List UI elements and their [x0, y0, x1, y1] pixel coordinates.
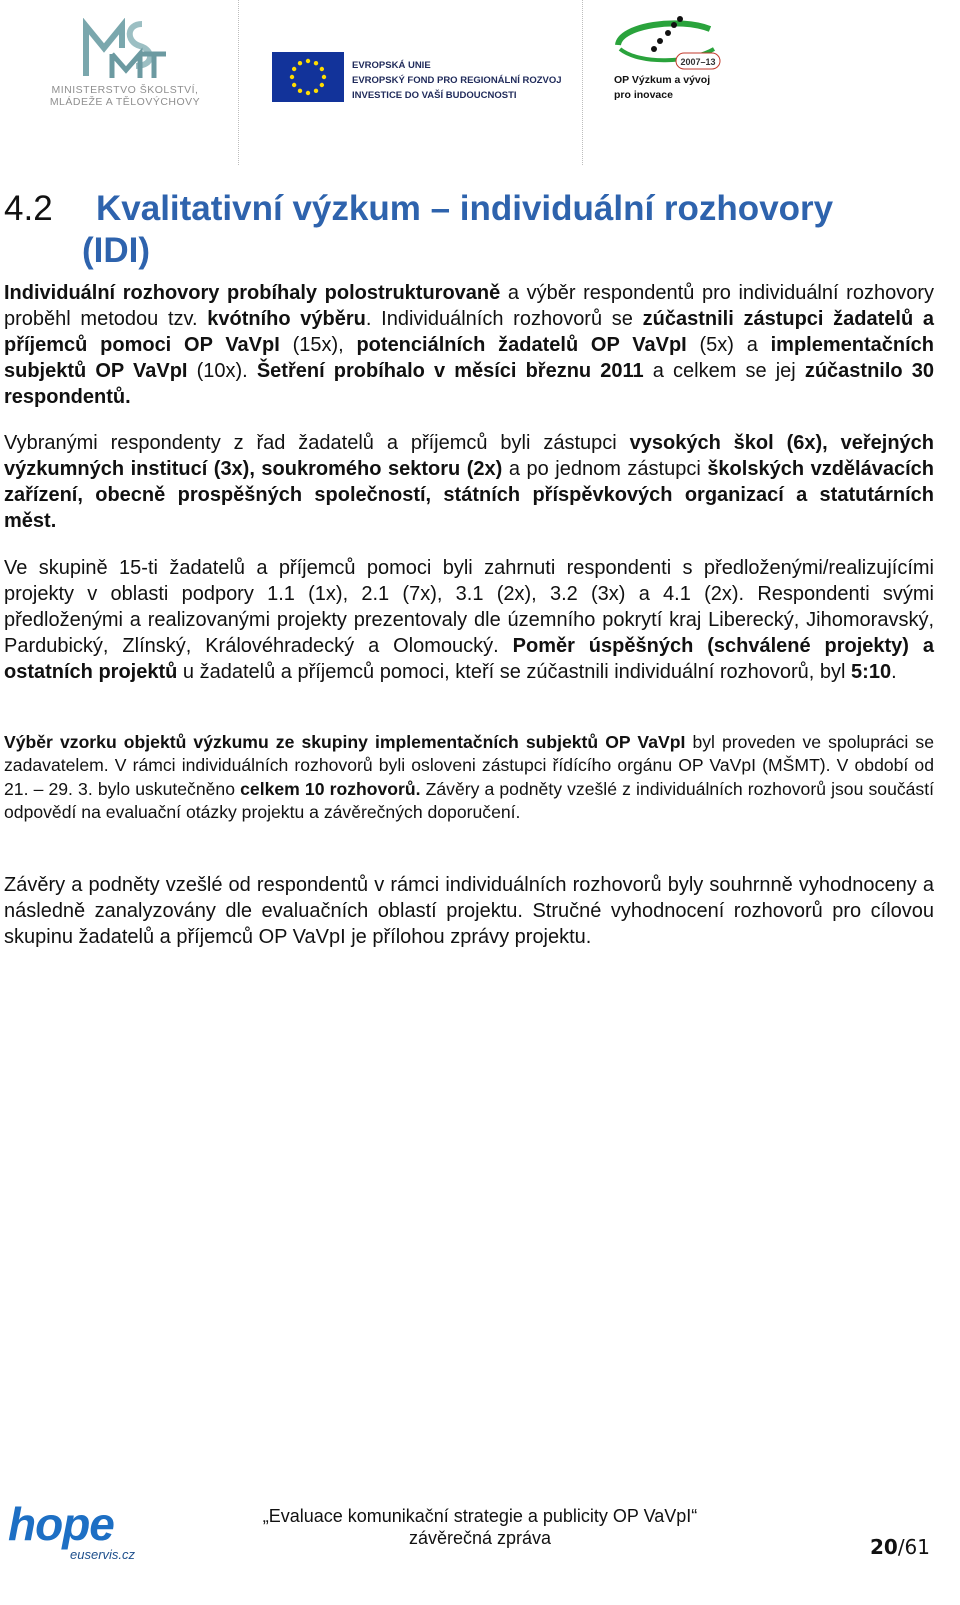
eu-star-icon [298, 61, 302, 65]
eu-star-icon [292, 67, 296, 71]
text-run: a celkem se jej [643, 360, 805, 382]
op-swoosh-icon [610, 15, 730, 73]
eu-line-1: EVROPSKÁ UNIE [352, 60, 431, 71]
eu-line-2: EVROPSKÝ FOND PRO REGIONÁLNÍ ROZVOJ [352, 75, 562, 86]
eu-star-icon [292, 83, 296, 87]
footer-title: „Evaluace komunikační strategie a publicity OP VaVpI“ [262, 1506, 698, 1526]
page-current: 20 [869, 1535, 898, 1559]
eu-star-icon [322, 75, 326, 79]
paragraph-respondents [4, 430, 934, 534]
op-vavpi-logo [610, 15, 740, 110]
header-divider [582, 0, 583, 165]
text-run: (10x). [187, 360, 257, 382]
eu-star-icon [320, 83, 324, 87]
paragraph-applicants-group [4, 555, 934, 685]
page-number [870, 1535, 930, 1559]
section-title-line-2: (IDI) [82, 231, 151, 270]
page-header [0, 0, 960, 168]
section-number: 4.2 [4, 189, 53, 228]
page-footer [0, 1495, 960, 1605]
paragraph-methodology [4, 280, 934, 410]
eu-star-icon [306, 91, 310, 95]
eu-stars-icon [272, 52, 344, 102]
eu-line-3: INVESTICE DO VAŠÍ BUDOUCNOSTI [352, 90, 517, 101]
hope-brand: hope [8, 1498, 114, 1550]
section-title-line-1: Kvalitativní výzkum – individuální rozhovory [96, 189, 834, 228]
text-run: Závěry a podněty vzešlé od respondentů v rámci individuálních rozhovorů byly souhrnně vyhodnoceny a následně zanalyzovány dle evaluačních oblastí projektu. Stručné vyhodnocení rozhovorů pro cílovou skupinu žadatelů a příjemců OP VaVpI je přílohou zprávy projektu. [4, 874, 934, 948]
text-run: 5:10 [851, 661, 892, 683]
eu-star-icon [290, 75, 294, 79]
text-run: a po jednom zástupci [502, 458, 708, 480]
eu-star-icon [314, 61, 318, 65]
header-divider [238, 0, 239, 165]
text-run: . [891, 661, 897, 683]
text-run: Závěry a podněty vzešlé z individuálních rozhovorů jsou součástí odpovědí na evaluační otázky projektu a závěrečných doporučení. [4, 778, 935, 823]
msmt-line-1: MINISTERSTVO ŠKOLSTVÍ, [51, 84, 199, 96]
text-run: potenciálních žadatelů OP VaVpI [356, 334, 687, 356]
text-run: . Individuálních rozhovorů se [365, 308, 643, 330]
text-run: Vybranými respondenty z řad žadatelů a příjemců byli zástupci [4, 432, 630, 454]
text-run: Poměr úspěšných (schválené projekty) a ostatních projektů [4, 635, 934, 683]
text-run: byl proveden ve spolupráci se zadavatelem. V rámci individuálních rozhovorů byli osloveni zástupci řídícího orgánu OP VaVpI (MŠMT). V období od 21. – 29. 3. bylo uskutečněno [4, 732, 934, 799]
op-line-2: pro inovace [614, 89, 673, 101]
footer-subtitle: závěrečná zpráva [408, 1528, 552, 1548]
text-run: Individuální rozhovory probíhaly polostrukturovaně [4, 282, 501, 304]
page-total: /61 [897, 1535, 930, 1559]
eu-star-icon [306, 59, 310, 63]
eu-star-icon [314, 89, 318, 93]
text-run: Šetření probíhalo v měsíci březnu 2011 [256, 360, 644, 382]
text-run: vysokých škol (6x), veřejných výzkumných institucí (3x), soukromého sektoru (2x) [4, 432, 935, 480]
eu-logo [272, 50, 562, 110]
text-run: Ve skupině 15-ti žadatelů a příjemců pomoci byli zahrnuti respondenti s předloženými/realizujícími projekty v oblasti podpory 1.1 (1x), 2.1 (7x), 3.1 (2x), 3.2 (3x) a 4.1 (2x). Respondenti svými předloženými a realizovanými projekty prezentovaly dle územního pokrytí kraj Liberecký, Jihomoravský, Pardubický, Zlínský, Královéhradecký a Olomoucký. [4, 557, 934, 657]
paragraph-implementation-sample [4, 731, 934, 825]
text-run: u žadatelů a příjemců pomoci, kteří se zúčastnili individuální rozhovorů, byl [177, 661, 852, 683]
eu-star-icon [320, 67, 324, 71]
text-run: (15x), [279, 334, 357, 356]
hope-brand-sub: euservis.cz [70, 1547, 136, 1562]
text-run: zúčastnilo 30 respondentů. [4, 360, 934, 408]
msmt-logo [40, 18, 210, 118]
text-run: (5x) a [686, 334, 771, 356]
op-year-label: 2007–13 [680, 57, 716, 67]
text-run: Výběr vzorku objektů výzkumu ze skupiny implementačních subjektů OP VaVpI [4, 732, 686, 752]
eu-star-icon [298, 89, 302, 93]
text-run: školských vzdělávacích zařízení, obecně prospěšných společností, státních příspěvkových organizací a statutárních měst. [4, 458, 934, 532]
text-run: celkem 10 rozhovorů. [240, 778, 421, 799]
msmt-emblem-icon [82, 18, 168, 80]
text-run: zúčastnili zástupci žadatelů a příjemců pomoci OP VaVpI [4, 308, 935, 356]
text-run: a výběr respondentů pro individuální rozhovory proběhl metodou tzv. [4, 282, 934, 330]
op-line-1: OP Výzkum a vývoj [614, 74, 711, 86]
msmt-line-2: MLÁDEŽE A TĚLOVÝCHOVY [49, 96, 201, 108]
section-heading [4, 188, 934, 272]
text-run: implementačních subjektů OP VaVpI [4, 334, 934, 382]
paragraph-conclusions [4, 872, 934, 950]
eu-flag-icon [272, 52, 344, 102]
text-run: kvótního výběru [207, 308, 366, 330]
